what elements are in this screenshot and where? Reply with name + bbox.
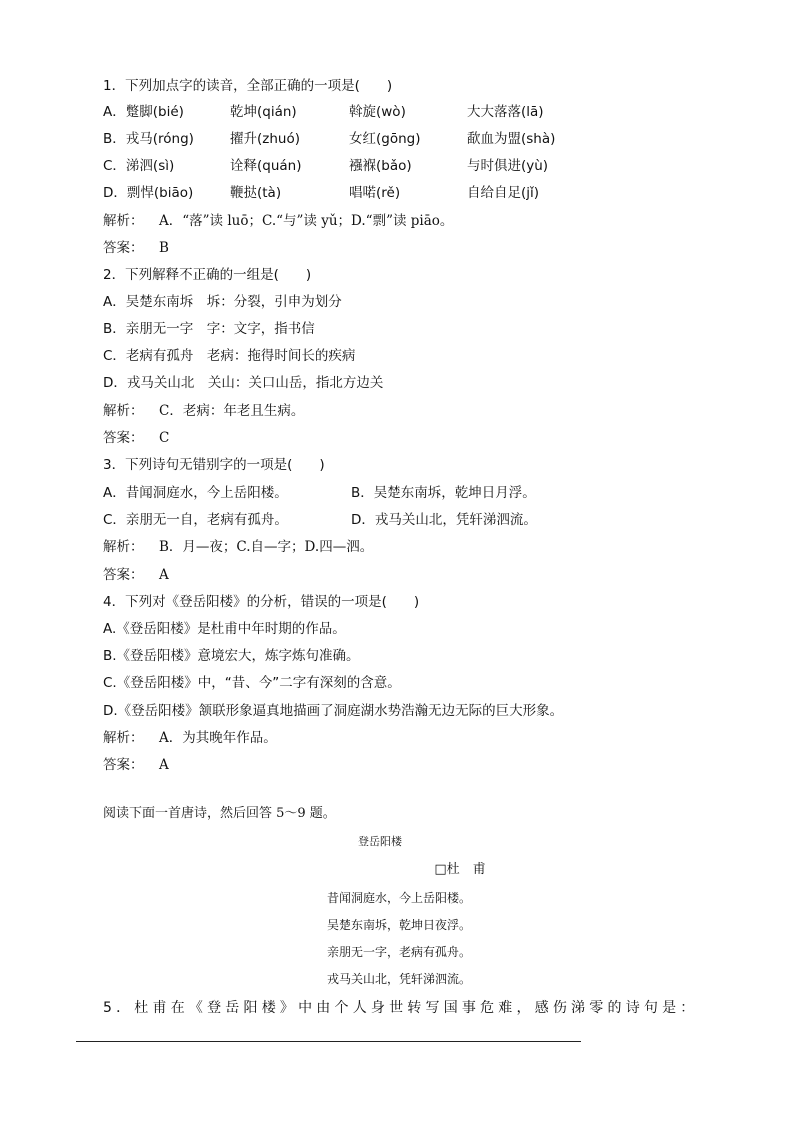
answer-text: B: [159, 240, 169, 256]
q1-option-d-1: D．剽悍(biāo): [103, 185, 194, 201]
analysis-text: A．为其晚年作品。: [159, 730, 277, 746]
poem-title: 登岳阳楼: [358, 835, 402, 848]
q1-option-d-3: 唱喏(rě): [349, 185, 401, 201]
analysis-text: A．“落”读 luō；C.“与”读 yǔ；D.“剽”读 piāo。: [159, 213, 454, 229]
answer-label: 答案：: [103, 757, 144, 773]
analysis-label: 解析：: [103, 213, 144, 229]
analysis-text: C．老病：年老且生病。: [159, 403, 305, 419]
q2-option-c: C．老病有孤舟 老病：拖得时间长的疾病: [103, 348, 356, 364]
answer-text: A: [159, 757, 169, 773]
answer-blank-line: [76, 1041, 581, 1042]
poem-line-1: 昔闻洞庭水，今上岳阳楼。: [327, 891, 472, 905]
q4-answer: [103, 756, 169, 774]
analysis-label: 解析：: [103, 539, 144, 555]
q1-option-b-3: 女红(gōng): [349, 131, 421, 147]
reading-intro: 阅读下面一首唐诗，然后回答 5～9 题。: [103, 806, 336, 821]
q2-answer: [103, 429, 169, 447]
q1-option-c-1: C．涕泗(sì): [103, 158, 175, 174]
q4-option-d: D.《登岳阳楼》颔联形象逼真地描画了洞庭湖水势浩瀚无边无际的巨大形象。: [103, 703, 564, 719]
q4-analysis: [103, 729, 277, 747]
q1-option-b-1: B．戎马(róng): [103, 131, 194, 147]
q3-analysis: [103, 538, 373, 556]
q1-option-a-2: 乾坤(qián): [230, 104, 297, 120]
q1-option-c-4: 与时俱进(yù): [467, 158, 549, 174]
q1-option-d-4: 自给自足(jǐ): [467, 185, 540, 201]
q2-option-b: B．亲朋无一字 字：文字，指书信: [103, 321, 315, 337]
q1-option-b-4: 歃血为盟(shà): [467, 131, 556, 147]
analysis-text: B．月—夜；C.自—字；D.四—泗。: [159, 539, 374, 555]
q4-option-a: A.《登岳阳楼》是杜甫中年时期的作品。: [103, 621, 346, 637]
answer-label: 答案：: [103, 430, 144, 446]
q2-option-a: A．吴楚东南坼 坼：分裂，引申为划分: [103, 294, 342, 310]
q3-stem: 3．下列诗句无错别字的一项是( ): [103, 457, 325, 473]
q1-option-c-2: 诠释(quán): [230, 158, 302, 174]
poem-line-2: 吴楚东南坼，乾坤日夜浮。: [327, 918, 472, 932]
q4-option-b: B.《登岳阳楼》意境宏大，炼字炼句准确。: [103, 648, 360, 664]
poem-author: □杜 甫: [434, 862, 486, 877]
q2-analysis: [103, 402, 304, 420]
q1-answer: [103, 239, 169, 257]
answer-label: 答案：: [103, 240, 144, 256]
q2-stem: 2．下列解释不正确的一组是( ): [103, 267, 312, 283]
q4-stem: 4．下列对《登岳阳楼》的分析，错误的一项是( ): [103, 594, 420, 610]
q3-option-b: B．吴楚东南坼，乾坤日月浮。: [351, 485, 536, 501]
poem-line-3: 亲朋无一字，老病有孤舟。: [327, 945, 472, 959]
q1-option-a-1: A．蹩脚(bié): [103, 104, 184, 120]
q4-option-c: C.《登岳阳楼》中，“昔、今”二字有深刻的含意。: [103, 675, 401, 691]
q1-analysis: [103, 212, 453, 230]
q5-stem: 5．杜甫在《登岳阳楼》中由个人身世转写国事危难，感伤涕零的诗句是：: [103, 1000, 699, 1016]
q1-stem: 1．下列加点字的读音，全部正确的一项是( ): [103, 78, 393, 94]
q3-option-c: C．亲朋无一自，老病有孤舟。: [103, 512, 288, 528]
q1-option-a-4: 大大落落(lā): [467, 104, 544, 120]
q1-option-c-3: 襁褓(bǎo): [349, 158, 412, 174]
analysis-label: 解析：: [103, 730, 144, 746]
analysis-label: 解析：: [103, 403, 144, 419]
q3-option-a: A．昔闻洞庭水，今上岳阳楼。: [103, 485, 288, 501]
q1-option-d-2: 鞭挞(tà): [230, 185, 282, 201]
q3-answer: [103, 566, 169, 584]
q1-option-b-2: 擢升(zhuó): [230, 131, 300, 147]
q1-option-a-3: 斡旋(wò): [349, 104, 406, 120]
answer-text: C: [159, 430, 170, 446]
answer-text: A: [159, 567, 169, 583]
answer-label: 答案：: [103, 567, 144, 583]
q3-option-d: D．戎马关山北，凭轩涕泗流。: [351, 512, 537, 528]
poem-line-4: 戎马关山北，凭轩涕泗流。: [327, 972, 472, 986]
q2-option-d: D．戎马关山北 关山：关口山岳，指北方边关: [103, 375, 384, 391]
